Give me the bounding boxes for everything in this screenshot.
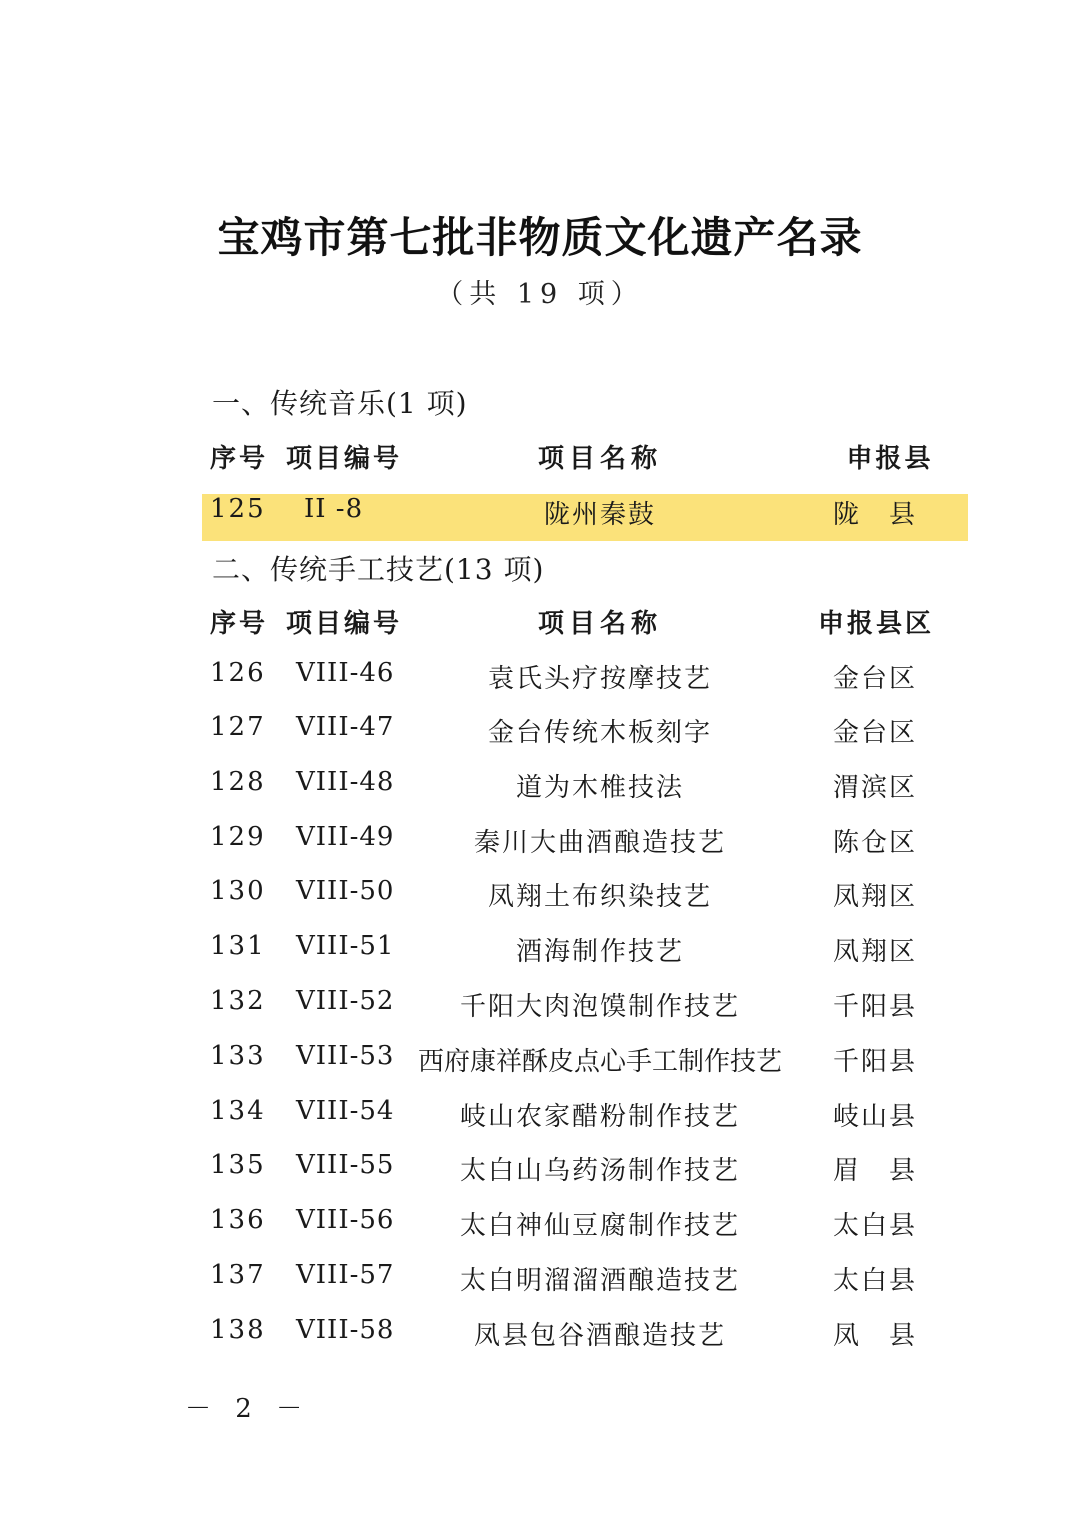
- cell-code: VIII-54: [296, 1096, 395, 1126]
- document-subtitle: （共 19 项）: [436, 279, 644, 310]
- cell-county: 金台区: [832, 718, 917, 748]
- cell-code: VIII-51: [296, 931, 395, 961]
- cell-no: 133: [210, 1041, 266, 1071]
- cell-no: 125: [210, 494, 266, 524]
- header-county: 申报县: [846, 444, 934, 474]
- cell-county: 渭滨区: [832, 773, 917, 803]
- cell-county: 凤翔区: [832, 882, 917, 912]
- cell-code: II -8: [304, 494, 364, 524]
- cell-county: 金台区: [832, 664, 917, 694]
- cell-no: 128: [210, 767, 266, 797]
- table-row: [0, 1260, 1080, 1304]
- document-title: 宝鸡市第七批非物质文化遗产名录: [217, 213, 863, 262]
- cell-name: 酒海制作技艺: [515, 937, 684, 967]
- cell-county: 太白县: [832, 1211, 917, 1241]
- table-row: [0, 1205, 1080, 1249]
- table-row: [0, 986, 1080, 1030]
- cell-name: 太白神仙豆腐制作技艺: [459, 1211, 740, 1241]
- cell-no: 136: [210, 1205, 266, 1235]
- cell-no: 135: [210, 1150, 266, 1180]
- cell-code: VIII-58: [296, 1315, 395, 1345]
- cell-code: VIII-47: [296, 712, 395, 742]
- cell-code: VIII-48: [296, 767, 395, 797]
- table-row: [0, 931, 1080, 975]
- cell-no: 130: [210, 876, 266, 906]
- cell-county: 凤翔区: [832, 937, 917, 967]
- header-code: 项目编号: [286, 444, 403, 474]
- cell-name: 西府康祥酥皮点心手工制作技艺: [417, 1047, 782, 1077]
- cell-name: 陇州秦鼓: [543, 500, 656, 530]
- section-title-traditional-craft: 二、传统手工技艺(13 项): [212, 553, 545, 586]
- table-row: [0, 1150, 1080, 1194]
- cell-name: 凤县包谷酒酿造技艺: [473, 1321, 726, 1351]
- cell-code: VIII-57: [296, 1260, 395, 1290]
- header-code: 项目编号: [286, 609, 403, 639]
- header-name: 项目名称: [537, 609, 662, 639]
- cell-name: 岐山农家醋粉制作技艺: [459, 1102, 740, 1132]
- cell-county: 岐山县: [832, 1102, 917, 1132]
- cell-county: 陈仓区: [832, 828, 917, 858]
- table-row: [0, 712, 1080, 756]
- page-number: － 2 －: [185, 1394, 311, 1424]
- header-name: 项目名称: [537, 444, 662, 474]
- header-no: 序号: [210, 444, 269, 474]
- cell-code: VIII-50: [296, 876, 395, 906]
- cell-county: 千阳县: [832, 992, 917, 1022]
- table-header-row: [0, 603, 1080, 647]
- cell-code: VIII-55: [296, 1150, 395, 1180]
- cell-county: 眉 县: [832, 1156, 917, 1186]
- cell-code: VIII-53: [296, 1041, 395, 1071]
- header-county: 申报县区: [818, 609, 935, 639]
- table-row: [0, 1315, 1080, 1359]
- table-row: [0, 876, 1080, 920]
- cell-no: 134: [210, 1096, 266, 1126]
- table-row: [0, 822, 1080, 866]
- cell-no: 126: [210, 658, 266, 688]
- cell-no: 137: [210, 1260, 266, 1290]
- cell-code: VIII-56: [296, 1205, 395, 1235]
- cell-name: 袁氏头疗按摩技艺: [487, 664, 712, 694]
- cell-name: 秦川大曲酒酿造技艺: [473, 828, 726, 858]
- cell-county: 陇 县: [832, 500, 917, 530]
- section-title-traditional-music: 一、传统音乐(1 项): [212, 387, 468, 420]
- cell-name: 凤翔土布织染技艺: [487, 882, 712, 912]
- cell-name: 道为木椎技法: [515, 773, 684, 803]
- cell-no: 127: [210, 712, 266, 742]
- cell-name: 千阳大肉泡馍制作技艺: [459, 992, 740, 1022]
- cell-no: 138: [210, 1315, 266, 1345]
- header-no: 序号: [210, 609, 269, 639]
- cell-name: 金台传统木板刻字: [487, 718, 712, 748]
- cell-code: VIII-46: [296, 658, 395, 688]
- cell-no: 129: [210, 822, 266, 852]
- cell-county: 凤 县: [832, 1321, 917, 1351]
- cell-code: VIII-49: [296, 822, 395, 852]
- table-row: [0, 658, 1080, 702]
- table-header-row: [0, 438, 1080, 482]
- cell-no: 131: [210, 931, 266, 961]
- cell-code: VIII-52: [296, 986, 395, 1016]
- table-row: [0, 1096, 1080, 1140]
- cell-county: 千阳县: [832, 1047, 917, 1077]
- cell-no: 132: [210, 986, 266, 1016]
- cell-name: 太白明溜溜酒酿造技艺: [459, 1266, 740, 1296]
- table-row: [0, 767, 1080, 811]
- cell-name: 太白山乌药汤制作技艺: [459, 1156, 740, 1186]
- cell-county: 太白县: [832, 1266, 917, 1296]
- table-row: [0, 1041, 1080, 1085]
- table-row: [0, 494, 1080, 538]
